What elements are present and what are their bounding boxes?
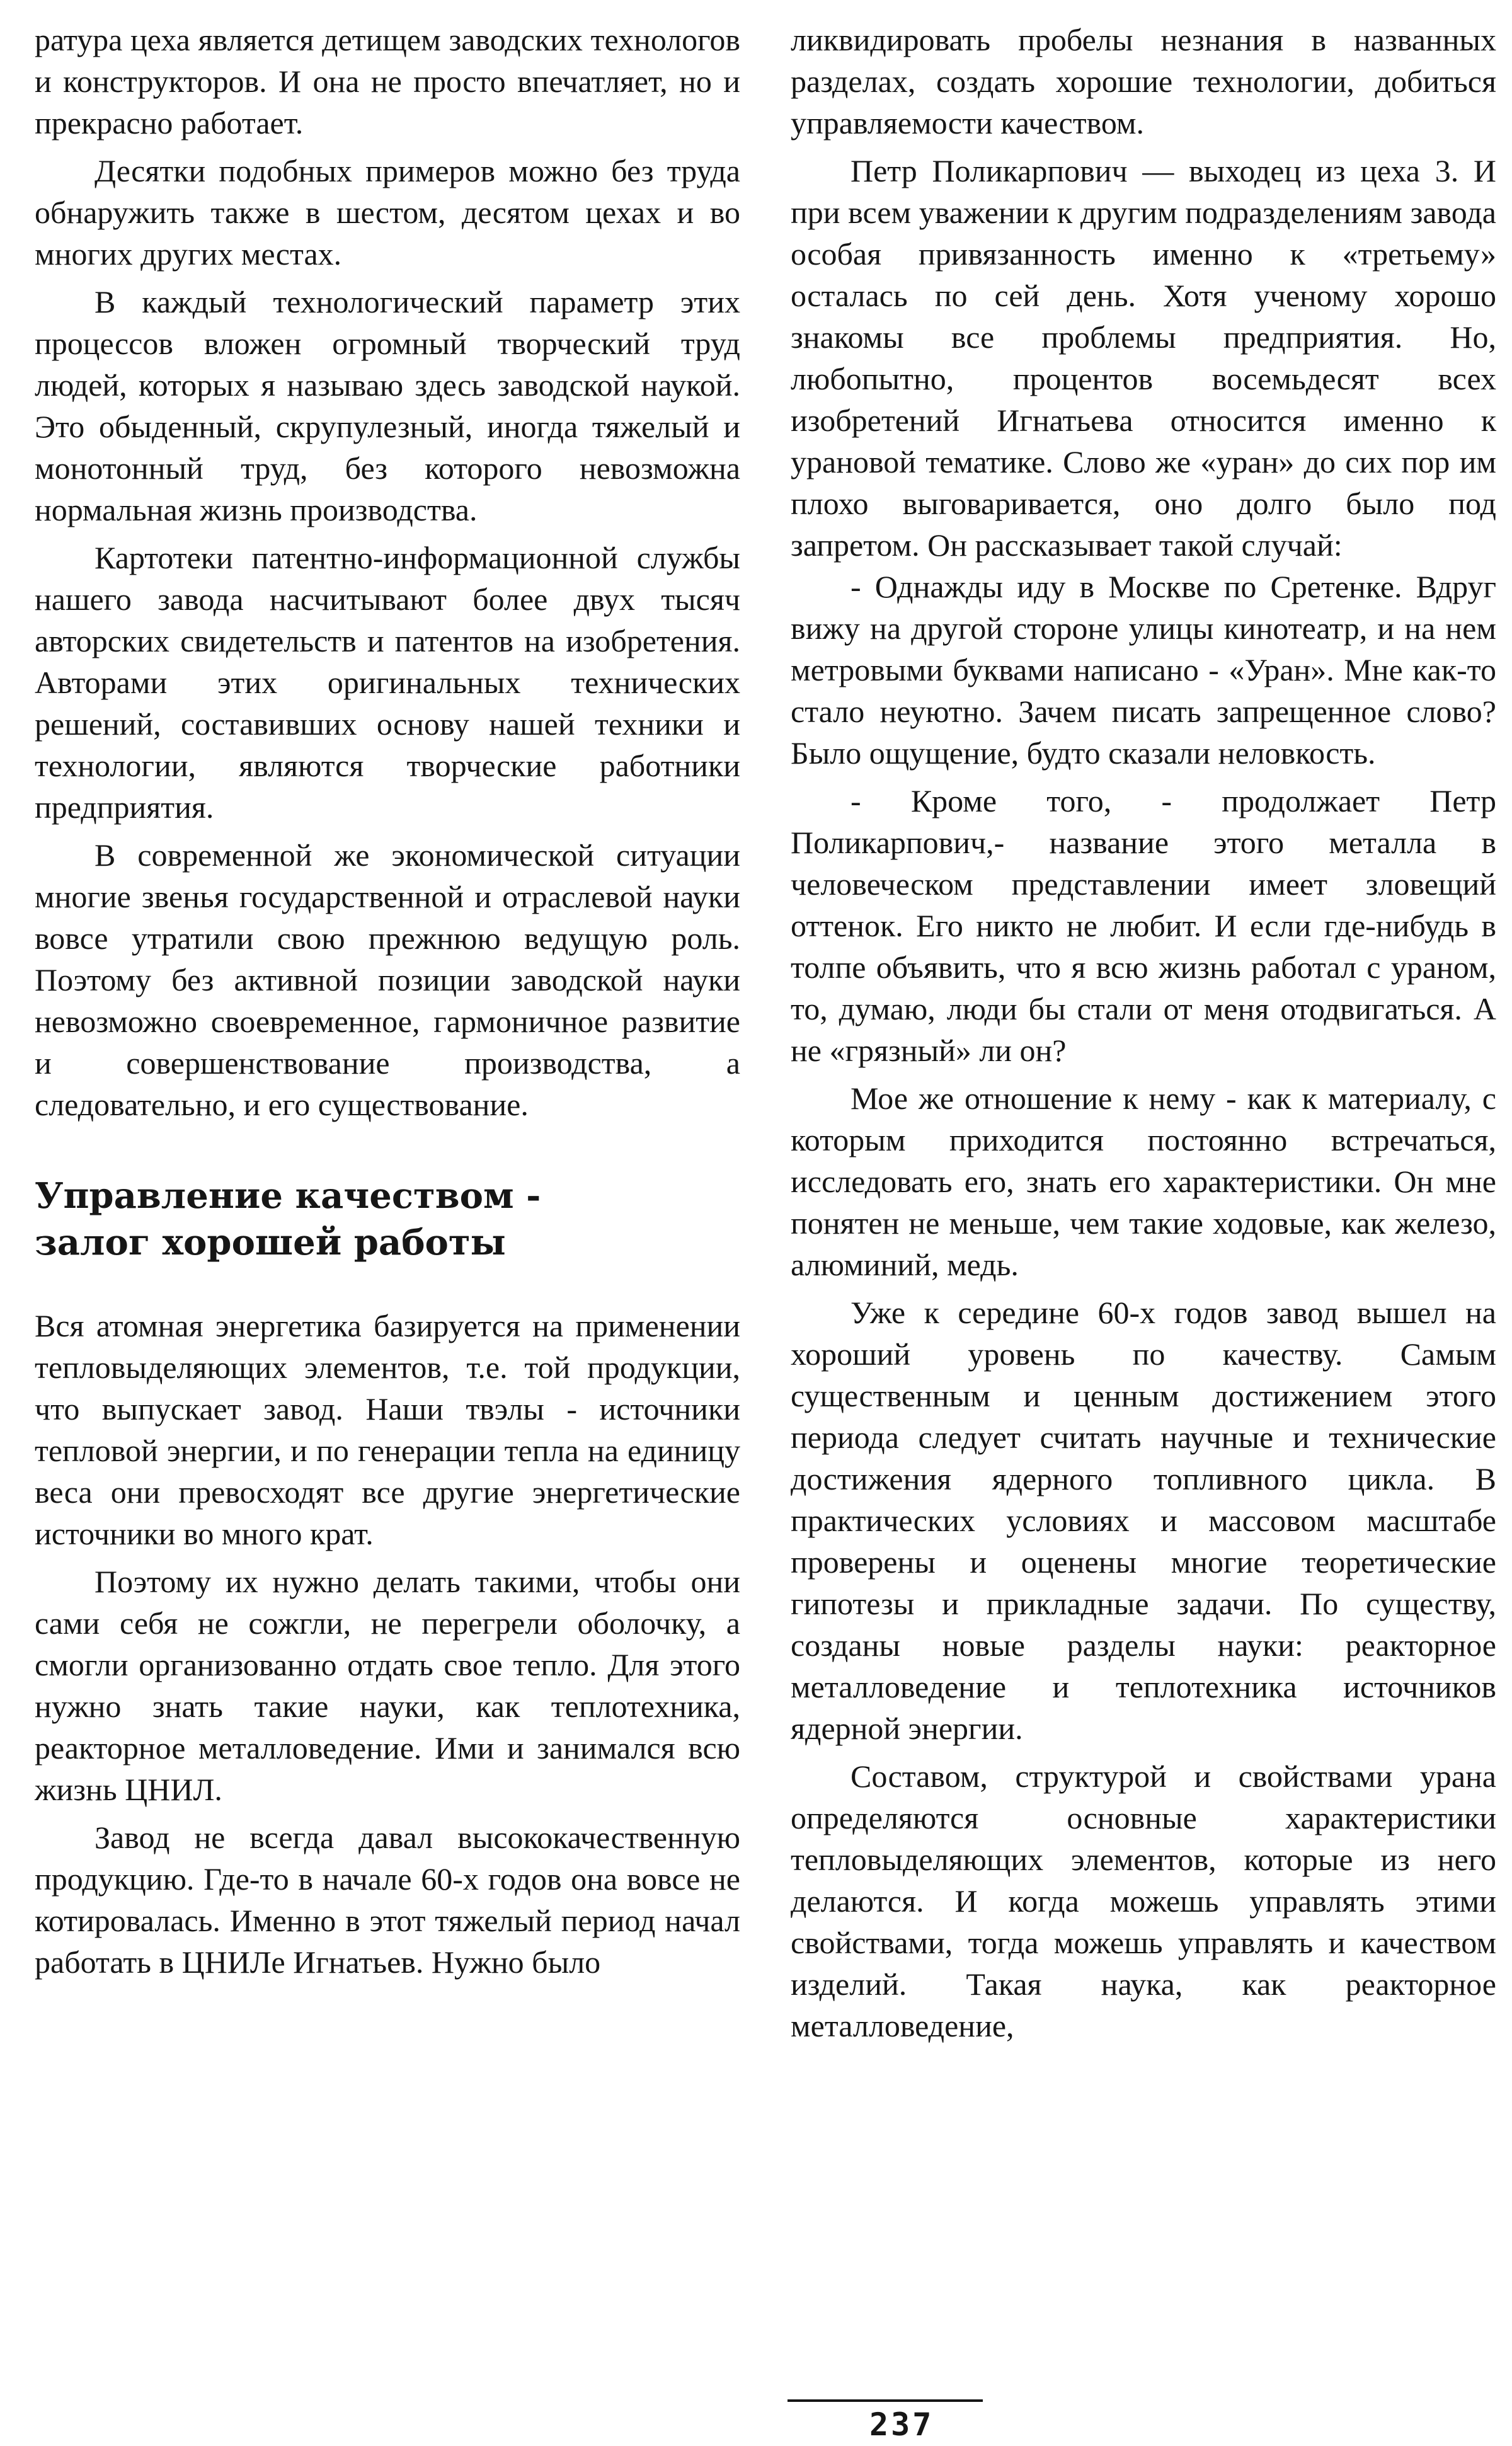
page-number: 237 [869,2406,934,2443]
paragraph: Картотеки патентно-информационной службы нашего завода насчитывают более двух тысяч авторских свидетельств и патентов на изобретения. Авторами этих оригинальных технических решений, составивших основу нашей техники и технологии, являются творческие работники предприятия. [35,540,740,825]
section-heading-line: Управление качеством - [35,1175,541,1217]
paragraph: Вся атомная энергетика базируется на применении тепловыделяющих элементов, т.е. той продукции, что выпускает завод. Наши твэлы - источники тепловой энергии, и по генерации тепла на единицу веса они превосходят все другие энергетические источники во много крат. [35,1308,740,1551]
paragraph: ратура цеха является детищем заводских технологов и конструкторов. И она не просто впечатляет, но и прекрасно работает. [35,22,740,141]
paragraph: - Однажды иду в Москве по Сретенке. Вдруг вижу на другой стороне улицы кинотеатр, и на нем метровыми буквами написано - «Уран». Мне как-то стало неуютно. Зачем писать запрещенное слово? Было ощущение, будто сказали неловкость. [791,569,1496,771]
paragraph: Мое же отношение к нему - как к материалу, с которым приходится постоянно встречаться, исследовать его, знать его характеристики. Он мне понятен не меньше, чем такие ходовые, как железо, алюминий, медь. [791,1081,1496,1282]
right-column [791,19,1496,2047]
paragraph: ликвидировать пробелы незнания в названных разделах, создать хорошие технологии, добиться управляемости качеством. [791,22,1496,141]
paragraph: Поэтому их нужно делать такими, чтобы они сами себя не сожгли, не перегрели оболочку, а смогли организованно отдать свое тепло. Для этого нужно знать такие науки, как теплотехника, реакторное металловедение. Ими и занимался всю жизнь ЦНИЛ. [35,1564,740,1807]
paragraph: Уже к середине 60-х годов завод вышел на хороший уровень по качеству. Самым существенным и ценным достижением этого периода следует считать научные и технические достижения ядерного топливного цикла. В практических условиях и массовом масштабе проверены и оценены многие теоретические гипотезы и прикладные задачи. По существу, созданы новые разделы науки: реакторное металловедение и теплотехника источников ядерной энергии. [791,1295,1496,1746]
section-heading-line: залог хорошей работы [35,1222,506,1263]
paragraph: - Кроме того, - продолжает Петр Поликарпович,- название этого металла в человеческом представлении имеет зловещий оттенок. Его никто не любит. И если где-нибудь в толпе объявить, что я всю жизнь работал с ураном, то, думаю, люди бы стали от меня отодвигаться. А не «грязный» ли он? [791,783,1496,1068]
paragraph: Петр Поликарпович — выходец из цеха 3. И при всем уважении к другим подразделениям завода особая привязанность именно к «третьему» осталась по сей день. Хотя ученому хорошо знакомы все проблемы предприятия. Но, любопытно, процентов восемьдесят всех изобретений Игнатьева относится именно к урановой тематике. Слово же «уран» до сих пор им плохо выговаривается, оно долго было под запретом. Он рассказывает такой случай: [791,153,1496,563]
paragraph: Десятки подобных примеров можно без труда обнаружить также в шестом, десятом цехах и во многих других местах. [35,153,740,272]
left-column [35,19,740,1983]
section-heading [35,1173,740,1266]
paragraph: В каждый технологический параметр этих процессов вложен огромный творческий труд людей, которых я называю здесь заводской наукой. Это обыденный, скрупулезный, иногда тяжелый и монотонный труд, без которого невозможна нормальная жизнь производства. [35,284,740,527]
paragraph: Завод не всегда давал высококачественную продукцию. Где-то в начале 60-х годов она вовсе не котировалась. Именно в этот тяжелый период начал работать в ЦНИЛе Игнатьев. Нужно было [35,1820,740,1980]
paragraph: Составом, структурой и свойствами урана определяются основные характеристики тепловыделяющих элементов, которые из него делаются. И когда можешь управлять этими свойствами, тогда можешь управлять и качеством изделий. Такая наука, как реакторное металловедение, [791,1759,1496,2043]
footer-divider [788,2399,983,2402]
paragraph: В современной же экономической ситуации многие звенья государственной и отраслевой науки вовсе утратили свою прежнюю ведущую роль. Поэтому без активной позиции заводской науки невозможно своевременное, гармоничное развитие и совершенствование производства, а следовательно, и его существование. [35,837,740,1122]
